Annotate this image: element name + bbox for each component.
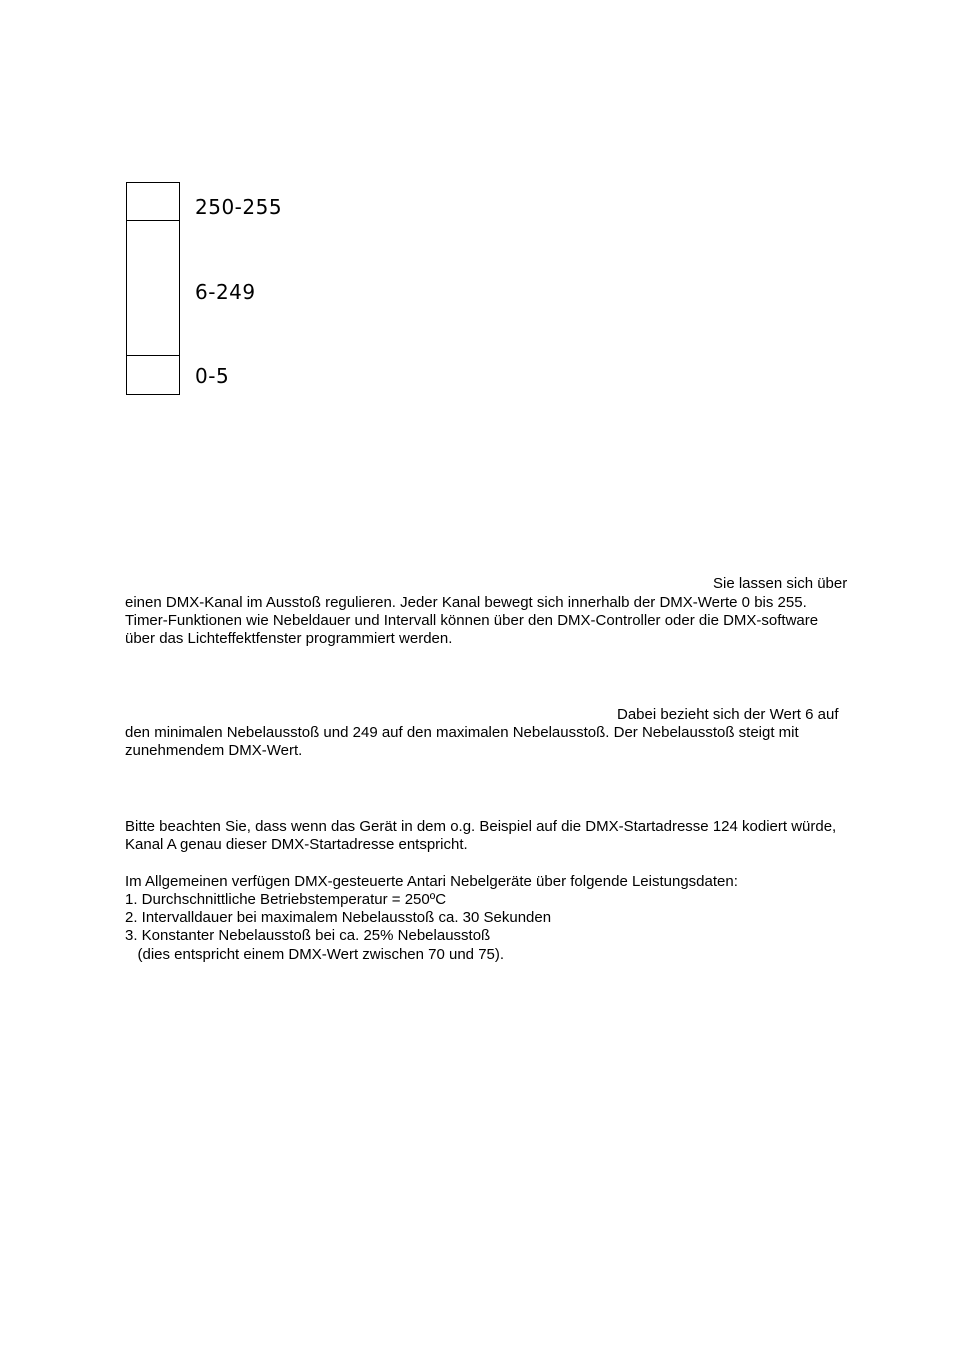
range-label-max: 250-255 [195, 195, 283, 219]
paragraph1-line: einen DMX-Kanal im Ausstoß regulieren. Jeder Kanal bewegt sich innerhalb der DMX-Werte 0 bis 255. [125, 594, 807, 611]
paragraph1-lead: Sie lassen sich über [713, 575, 848, 592]
specs-note: (dies entspricht einem DMX-Wert zwischen 70 und 75). [125, 946, 505, 963]
paragraph1-line: Timer-Funktionen wie Nebeldauer und Intervall können über den DMX-Controller oder die DMX-software [125, 612, 819, 629]
range-label-mid: 6-249 [195, 280, 256, 304]
specs-list-item: 2. Intervalldauer bei maximalem Nebelausstoß ca. 30 Sekunden [125, 909, 552, 926]
dmx-range-diagram [126, 182, 180, 395]
paragraph2-line: den minimalen Nebelausstoß und 249 auf den maximalen Nebelausstoß. Der Nebelausstoß steigt mit [125, 724, 799, 741]
paragraph3-line: Kanal A genau dieser DMX-Startadresse entspricht. [125, 836, 468, 853]
paragraph3-line: Bitte beachten Sie, dass wenn das Gerät in dem o.g. Beispiel auf die DMX-Startadresse 124 kodiert würde, [125, 818, 837, 835]
range-bar-frame [126, 182, 180, 395]
paragraph1-line: über das Lichteffektfenster programmiert werden. [125, 630, 453, 647]
range-divider-top [126, 220, 180, 221]
specs-list-item: 3. Konstanter Nebelausstoß bei ca. 25% Nebelausstoß [125, 927, 491, 944]
range-divider-bottom [126, 355, 180, 356]
specs-intro: Im Allgemeinen verfügen DMX-gesteuerte Antari Nebelgeräte über folgende Leistungsdaten: [125, 873, 738, 890]
paragraph2-lead: Dabei bezieht sich der Wert 6 auf [617, 706, 839, 723]
paragraph2-line: zunehmendem DMX-Wert. [125, 742, 303, 759]
specs-list-item: 1. Durchschnittliche Betriebstemperatur = 250ºC [125, 891, 447, 908]
range-label-min: 0-5 [195, 364, 230, 388]
